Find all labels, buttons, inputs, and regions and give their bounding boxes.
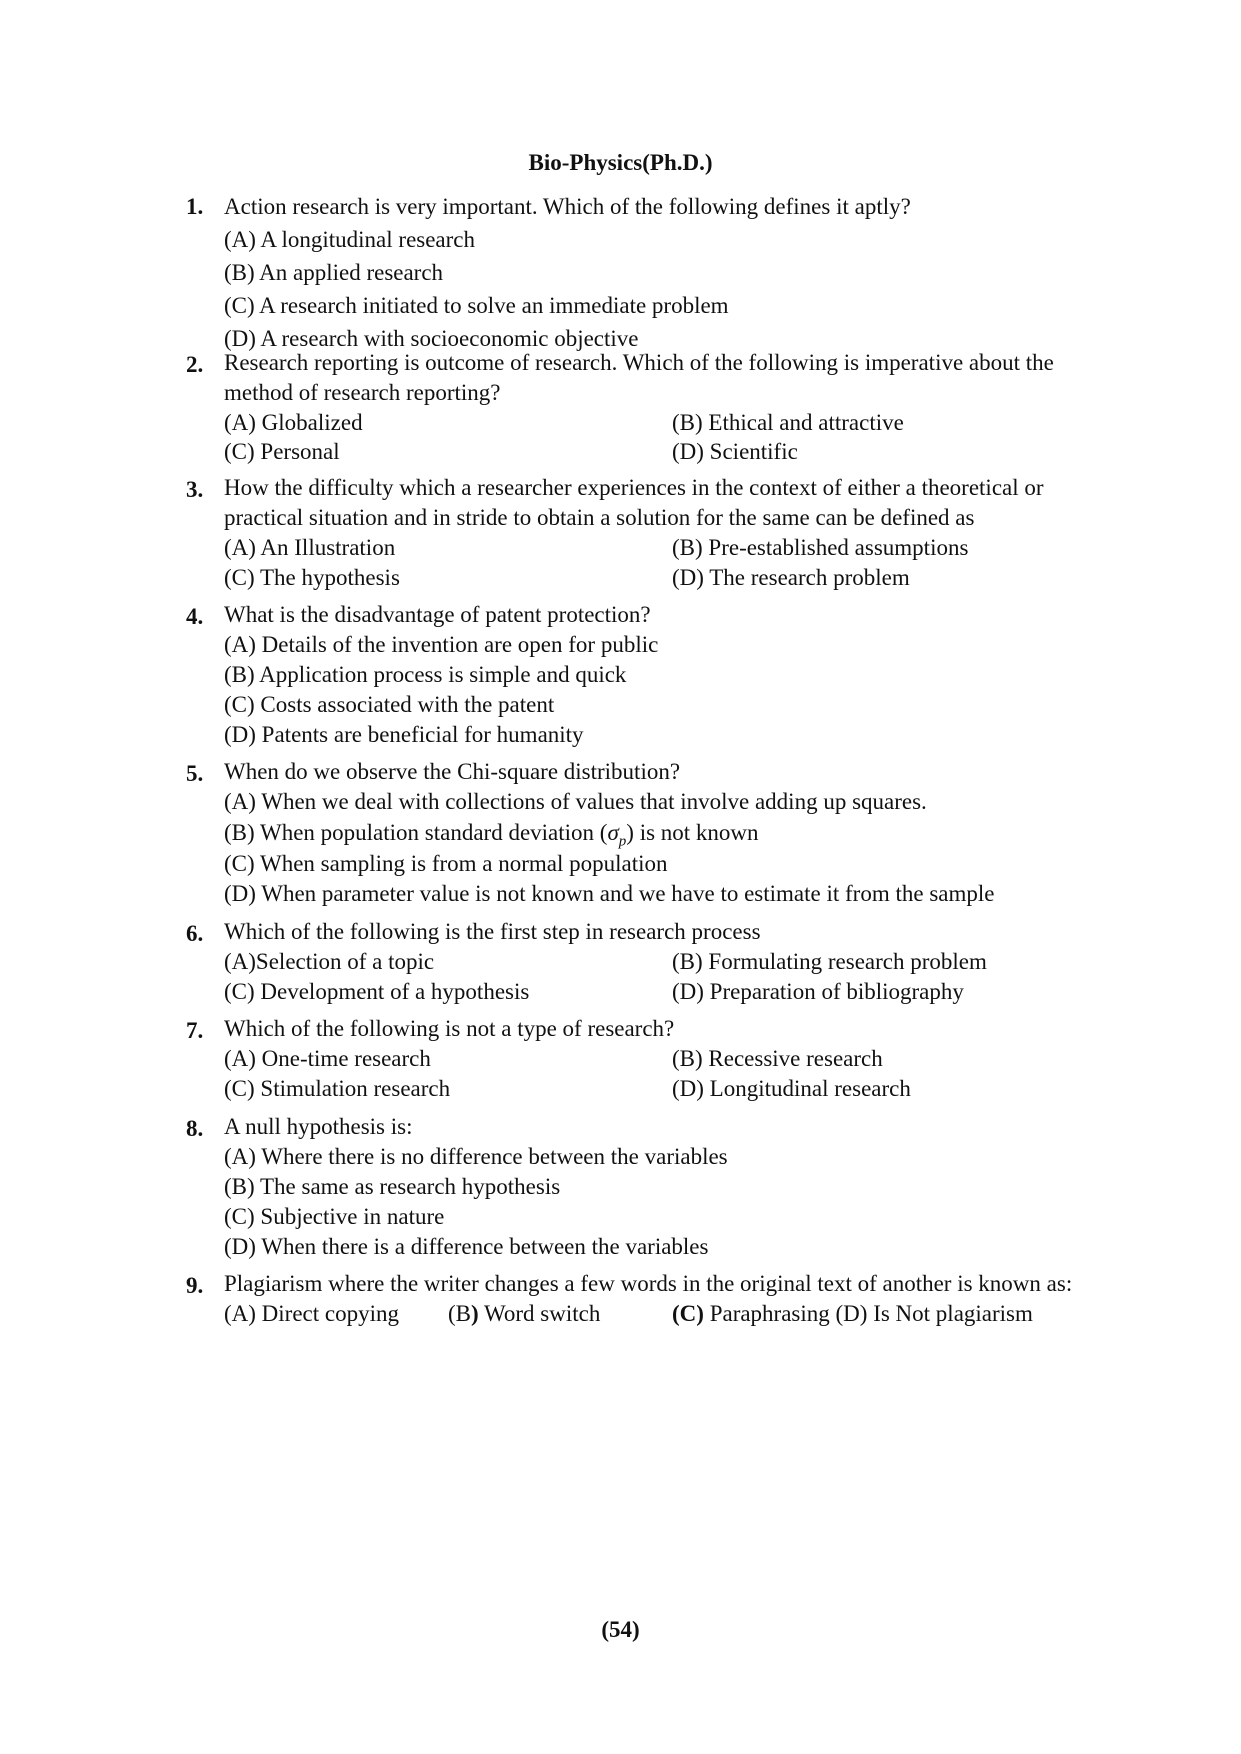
option-c: (C) Costs associated with the patent (224, 692, 555, 717)
question-number: 5. (186, 761, 204, 786)
option-b-text: Word switch (478, 1301, 601, 1326)
option-d: (D) Patents are beneficial for humanity (224, 722, 584, 747)
question-9 (186, 1269, 1106, 1329)
option-a: (A) Details of the invention are open for public (224, 632, 659, 657)
option-b: (B) Application process is simple and quick (224, 662, 627, 687)
question-number: 3. (186, 477, 204, 502)
question-number: 2. (186, 352, 204, 377)
question-7 (186, 1014, 1106, 1104)
option-d: (D) Preparation of bibliography (672, 979, 964, 1004)
option-row (224, 408, 1106, 437)
question-text: A null hypothesis is: (224, 1114, 413, 1139)
option-b: (B) Pre-established assumptions (672, 535, 969, 560)
option-c: (C) Development of a hypothesis (224, 979, 530, 1004)
option-a: (A) When we deal with collections of values that involve adding up squares. (224, 789, 927, 814)
option-b: (B) Formulating research problem (672, 949, 987, 974)
option-row (224, 977, 1106, 1007)
question-3 (186, 473, 1106, 593)
option-d: (D) When parameter value is not known and we have to estimate it from the sample (224, 881, 995, 906)
option-b-label: (B (448, 1301, 471, 1326)
option-b: (B) Ethical and attractive (672, 410, 904, 435)
question-number: 9. (186, 1273, 204, 1298)
question-5 (186, 757, 1106, 909)
question-text: What is the disadvantage of patent protection? (224, 602, 651, 627)
option-row (224, 1299, 1106, 1329)
option-row (224, 1074, 1106, 1104)
option-a: (A) One-time research (224, 1046, 431, 1071)
question-number: 7. (186, 1018, 204, 1043)
question-text: Action research is very important. Which of the following defines it aptly? (224, 194, 911, 219)
question-8 (186, 1112, 1106, 1262)
option-c-d (672, 1299, 1033, 1329)
option-b-text-end: ) is not known (626, 820, 759, 845)
question-4 (186, 600, 1106, 750)
question-6 (186, 917, 1106, 1007)
subscript-p: p (618, 833, 627, 850)
option-b: (B) Recessive research (672, 1046, 883, 1071)
option-d: (D) When there is a difference between the variables (224, 1234, 709, 1259)
question-text: Plagiarism where the writer changes a few words in the original text of another is known as: (224, 1271, 1073, 1296)
option-a: (A) Direct copying (224, 1301, 399, 1326)
option-a: (A) An Illustration (224, 535, 396, 560)
page-title: Bio-Physics(Ph.D.) (528, 150, 713, 175)
option-b (224, 817, 1106, 849)
question-text: Which of the following is the first step in research process (224, 919, 761, 944)
sigma-symbol: σ (607, 820, 619, 845)
option-c: (C) Subjective in nature (224, 1204, 445, 1229)
question-number: 4. (186, 604, 204, 629)
question-number: 1. (186, 194, 204, 219)
question-2 (186, 348, 1106, 466)
question-text: Research reporting is outcome of research. Which of the following is imperative about the method of research reporting? (224, 350, 1054, 405)
option-b: (B) The same as research hypothesis (224, 1174, 561, 1199)
option-a: (A)Selection of a topic (224, 949, 435, 974)
option-a: (A) Where there is no difference between the variables (224, 1144, 728, 1169)
option-c: (C) The hypothesis (224, 565, 400, 590)
option-a: (A) Globalized (224, 410, 363, 435)
option-d: (D) Longitudinal research (672, 1076, 911, 1101)
option-d: (D) Scientific (672, 439, 798, 464)
option-row (224, 1044, 1106, 1074)
option-d: (D) A research with socioeconomic objective (224, 326, 639, 351)
option-b (448, 1299, 600, 1329)
option-c-label: (C) (672, 1301, 704, 1326)
option-c: (C) A research initiated to solve an immediate problem (224, 293, 729, 318)
option-row (224, 533, 1106, 563)
question-text: When do we observe the Chi-square distribution? (224, 759, 681, 784)
question-text: Which of the following is not a type of research? (224, 1016, 675, 1041)
option-a: (A) A longitudinal research (224, 227, 476, 252)
question-text: How the difficulty which a researcher experiences in the context of either a theoretical or practical situation and in stride to obtain a solution for the same can be defined as (224, 475, 1044, 530)
option-b: (B) An applied research (224, 260, 444, 285)
question-1 (186, 190, 1106, 355)
option-c-d-text: Paraphrasing (D) Is Not plagiarism (703, 1301, 1033, 1326)
option-row (224, 563, 1106, 593)
option-row (224, 437, 1106, 466)
page-number: (54) (601, 1617, 640, 1642)
option-c: (C) When sampling is from a normal population (224, 851, 668, 876)
option-b-text: (B) When population standard deviation ( (224, 820, 608, 845)
option-row (224, 947, 1106, 977)
question-number: 6. (186, 921, 204, 946)
option-b-paren: ) (471, 1301, 479, 1326)
option-c: (C) Personal (224, 439, 340, 464)
option-c: (C) Stimulation research (224, 1076, 451, 1101)
option-d: (D) The research problem (672, 565, 910, 590)
question-number: 8. (186, 1116, 204, 1141)
